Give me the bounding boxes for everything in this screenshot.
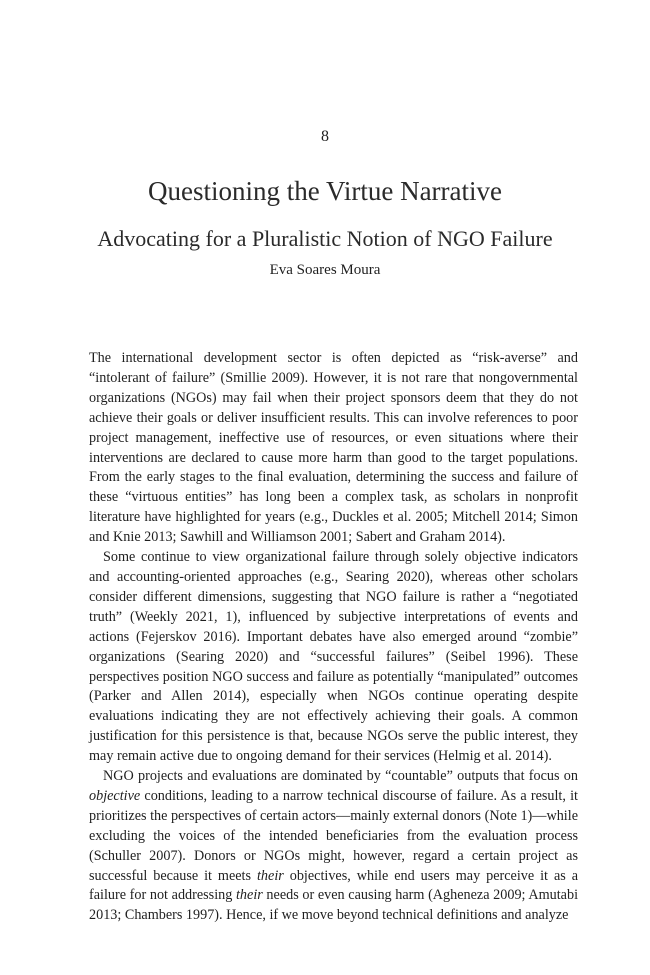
chapter-number: 8 xyxy=(321,128,329,145)
chapter-subtitle: Advocating for a Pluralistic Notion of NGO Failure xyxy=(97,226,553,251)
emphasis: their xyxy=(235,887,263,904)
paragraph-text: NGO projects and evaluations are dominated by “countable” outputs that focus on xyxy=(103,768,578,785)
chapter-author: Eva Soares Moura xyxy=(269,262,381,278)
paragraph: The international development sector is often depicted as “risk-averse” and “intolerant of failure” (Smillie 2009). However, it is not rare that nongovernmental organizations (NGOs) may fail when their project sponsors deem that they do not achieve their goals or deliver insufficient results. This can involve references to poor project management, ineffective use of resources, or even situations where their interventions are declared to cause more harm than good to the target populations. From the early stages to the final evaluation, determining the success and failure of these “virtuous entities” has long been a complex task, as scholars in nonprofit literature have highlighted for years (e.g., Duckles et al. 2005; Mitchell 2014; Simon and Knie 2013; Sawhill and Williamson 2001; Sabert and Graham 2014). xyxy=(89,350,578,546)
body-text xyxy=(89,349,578,926)
paragraph xyxy=(89,767,578,926)
chapter-title: Questioning the Virtue Narrative xyxy=(147,176,503,206)
emphasis: objective xyxy=(89,787,141,804)
paragraph-text: objectives, while end users may perceive it as a failure for not addressing xyxy=(89,867,579,904)
paragraph-text: needs or even causing harm (Agheneza 2009; Amutabi 2013; Chambers 1997). Hence, if we move beyond technical definitions and analyze xyxy=(89,887,579,924)
paragraph: Some continue to view organizational failure through solely objective indicators and accounting-oriented approaches (e.g., Searing 2020), whereas other scholars consider different dimensions, suggesting that NGO failure is rather a “negotiated truth” (Weekly 2021, 1), influenced by subjective interpretations of events and actions (Fejerskov 2016). Important debates have also emerged around “zombie” organizations (Searing 2020) and “successful failures” (Seibel 1996). These perspectives position NGO success and failure as potentially “manipulated” outcomes (Parker and Allen 2014), especially when NGOs continue operating despite evaluations indicating they are not effectively achieving their goals. A common justification for this persistence is that, because NGOs serve the public interest, they may remain active due to ongoing demand for their services (Helmig et al. 2014). xyxy=(89,549,578,765)
paragraph-text: conditions, leading to a narrow technical discourse of failure. As a result, it prioritizes the perspectives of certain actors—mainly external donors (Note 1)—while excluding the voices of the intended beneficiaries from the evaluation process (Schuller 2007). Donors or NGOs might, however, regard a certain project as successful because it meets xyxy=(89,787,578,884)
emphasis: their xyxy=(256,867,284,884)
